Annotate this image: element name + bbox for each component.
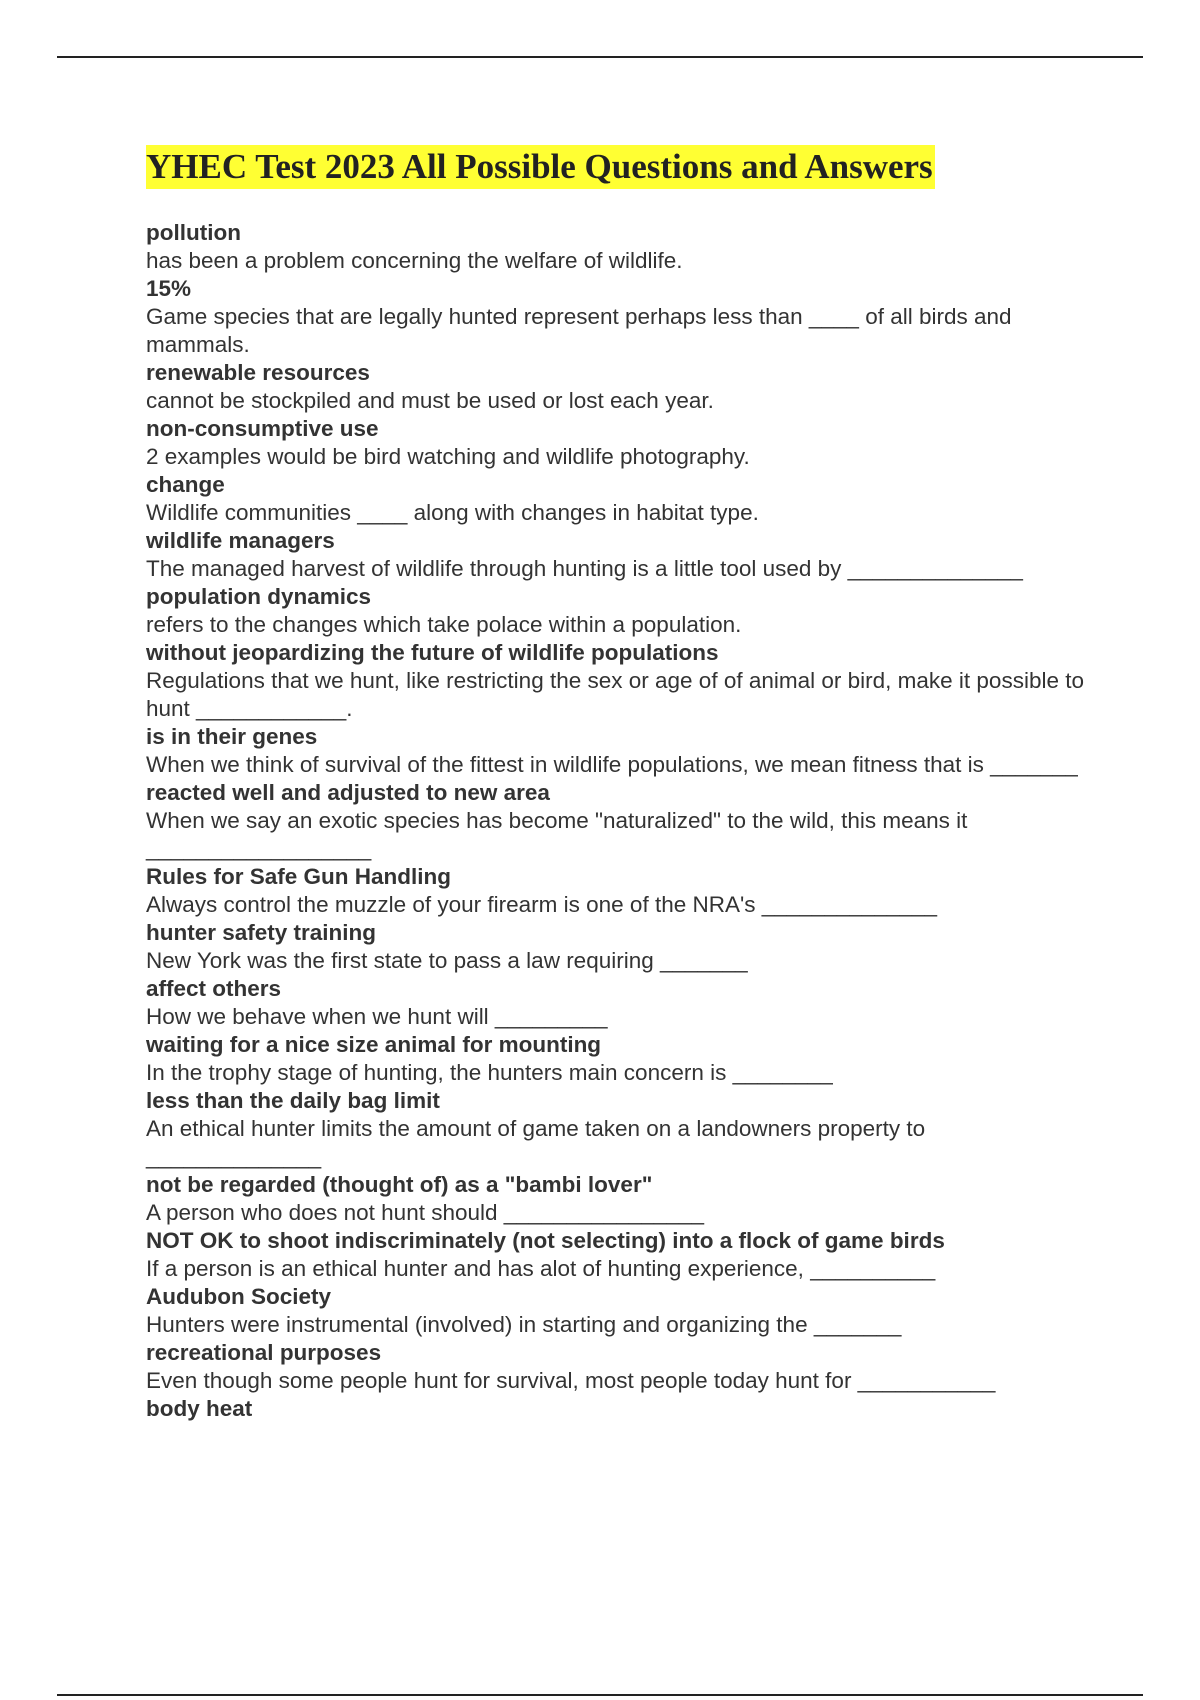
answer-term: renewable resources [146,360,370,385]
qa-list [146,219,1086,1423]
qa-item [146,1171,1086,1227]
page-title: YHEC Test 2023 All Possible Questions and Answers [146,145,935,189]
question-text: When we say an exotic species has become "naturalized" to the wild, this means it __________________ [146,808,968,861]
question-text: Regulations that we hunt, like restricting the sex or age of of animal or bird, make it possible to hunt ____________. [146,668,1084,721]
answer-term: is in their genes [146,724,318,749]
answer-term: non-consumptive use [146,416,379,441]
qa-item [146,527,1086,583]
question-text: New York was the first state to pass a law requiring _______ [146,948,748,973]
answer-term: not be regarded (thought of) as a "bambi lover" [146,1172,653,1197]
question-text: An ethical hunter limits the amount of game taken on a landowners property to ______________ [146,1116,926,1169]
answer-term: waiting for a nice size animal for mounting [146,1032,602,1057]
qa-item [146,1087,1086,1171]
question-text: Hunters were instrumental (involved) in starting and organizing the _______ [146,1312,902,1337]
answer-term: affect others [146,976,282,1001]
answer-term: less than the daily bag limit [146,1088,440,1113]
answer-term: Rules for Safe Gun Handling [146,864,452,889]
answer-term: reacted well and adjusted to new area [146,780,550,805]
answer-term: wildlife managers [146,528,335,553]
question-text: A person who does not hunt should ________________ [146,1200,704,1225]
answer-term: NOT OK to shoot indiscriminately (not selecting) into a flock of game birds [146,1228,945,1253]
document-body [146,146,1086,1423]
qa-item [146,471,1086,527]
question-text: 2 examples would be bird watching and wildlife photography. [146,444,750,469]
question-text: Wildlife communities ____ along with changes in habitat type. [146,500,759,525]
question-text: Game species that are legally hunted represent perhaps less than ____ of all birds and mammals. [146,304,1012,357]
question-text: In the trophy stage of hunting, the hunters main concern is ________ [146,1060,833,1085]
question-text: The managed harvest of wildlife through hunting is a little tool used by ______________ [146,556,1023,581]
qa-item [146,1031,1086,1087]
qa-item [146,219,1086,275]
qa-item [146,919,1086,975]
qa-item [146,359,1086,415]
answer-term: body heat [146,1396,253,1421]
qa-item [146,723,1086,779]
qa-item [146,1283,1086,1339]
question-text: Always control the muzzle of your firearm is one of the NRA's ______________ [146,892,937,917]
title-line [146,146,1086,195]
question-text: Even though some people hunt for survival, most people today hunt for ___________ [146,1368,996,1393]
qa-item [146,639,1086,723]
question-text: refers to the changes which take polace within a population. [146,612,742,637]
bottom-rule [57,1694,1143,1696]
answer-term: 15% [146,276,192,301]
qa-item [146,415,1086,471]
answer-term: pollution [146,220,241,245]
answer-term: change [146,472,225,497]
answer-term: Audubon Society [146,1284,331,1309]
qa-item [146,1395,1086,1423]
qa-item [146,275,1086,359]
answer-term: recreational purposes [146,1340,382,1365]
qa-item [146,779,1086,863]
top-rule [57,56,1143,58]
answer-term: without jeopardizing the future of wildlife populations [146,640,719,665]
qa-item [146,863,1086,919]
question-text: How we behave when we hunt will _________ [146,1004,608,1029]
qa-item [146,1339,1086,1395]
question-text: If a person is an ethical hunter and has alot of hunting experience, __________ [146,1256,936,1281]
qa-item [146,1227,1086,1283]
question-text: cannot be stockpiled and must be used or lost each year. [146,388,714,413]
question-text: has been a problem concerning the welfare of wildlife. [146,248,683,273]
qa-item [146,975,1086,1031]
question-text: When we think of survival of the fittest in wildlife populations, we mean fitness that is _______ [146,752,1078,777]
answer-term: hunter safety training [146,920,377,945]
qa-item [146,583,1086,639]
answer-term: population dynamics [146,584,372,609]
